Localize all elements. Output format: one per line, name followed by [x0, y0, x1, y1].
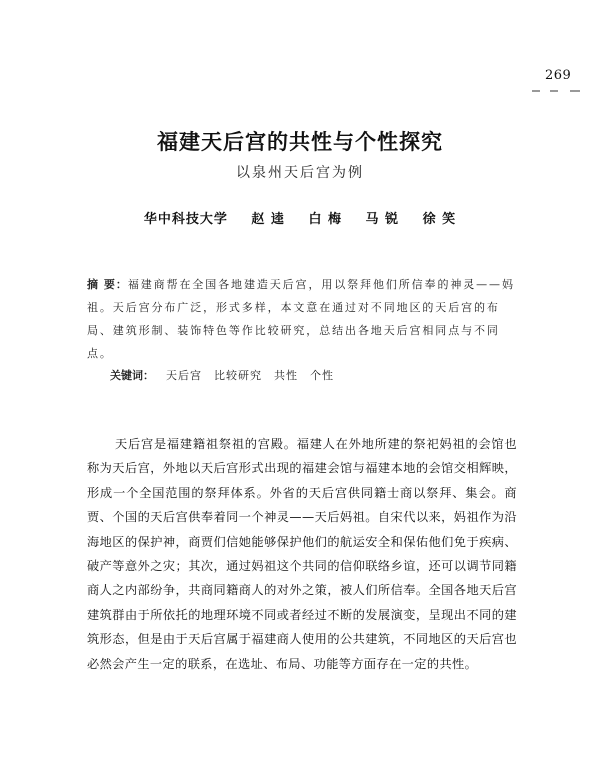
body-paragraph: 天后宫是福建籍祖祭祖的宫殿。福建人在外地所建的祭祀妈祖的会馆也称为天后宫，外地以天后宫形式出现的福建会馆与福建本地的会馆交相辉映，形成一个全国范围的祭拜体系。外省的天后宫供同籍士商以祭拜、集会。商贾、个国的天后宫供奉着同一个神灵——天后妈祖。自宋代以来，妈祖作为沿海地区的保护神，商贾们信她能够保护他们的航运安全和保佑他们免于疾病、破产等意外之灾；其次，通过妈祖这个共同的信仰联络乡谊，还可以调节同籍商人之内部纷争，共商同籍商人的对外之策，被人们所信奉。全国各地天后宫建筑群由于所依托的地理环境不同或者经过不断的发展演变，呈现出不同的建筑形态，但是由于天后宫属于福建商人使用的公共建筑，不同地区的天后宫也必然会产生一定的联系，在选址、布局、功能等方面存在一定的共性。	[87, 437, 517, 671]
affiliation: 华中科技大学	[143, 212, 228, 227]
author-name: 马 锐	[365, 212, 400, 227]
keywords-label: 关键词：	[110, 369, 154, 382]
author-name: 徐 笑	[422, 212, 457, 227]
header-rule	[532, 88, 580, 94]
author-name: 赵 逵	[251, 212, 285, 227]
keyword: 比较研究	[214, 369, 262, 382]
article-subtitle: 以泉州天后宫为例	[236, 165, 364, 181]
article-title: 福建天后宫的共性与个性探究	[157, 129, 443, 154]
abstract-label: 摘 要：	[87, 278, 128, 291]
keyword: 个性	[310, 369, 334, 382]
body-text	[87, 432, 517, 676]
keyword: 共性	[274, 369, 298, 382]
page-number: 269	[545, 68, 572, 83]
keyword: 天后宫	[166, 369, 202, 382]
author-line	[0, 208, 600, 227]
keywords	[110, 367, 334, 383]
abstract-text: 福建商帮在全国各地建造天后宫，用以祭拜他们所信奉的神灵——妈祖。天后宫分布广泛，形式多样，本文意在通过对不同地区的天后宫的布局、建筑形制、装饰特色等作比较研究，总结出各地天后宫相同点与不同点。	[87, 278, 515, 360]
abstract	[87, 273, 517, 365]
author-name: 白 梅	[308, 212, 342, 227]
